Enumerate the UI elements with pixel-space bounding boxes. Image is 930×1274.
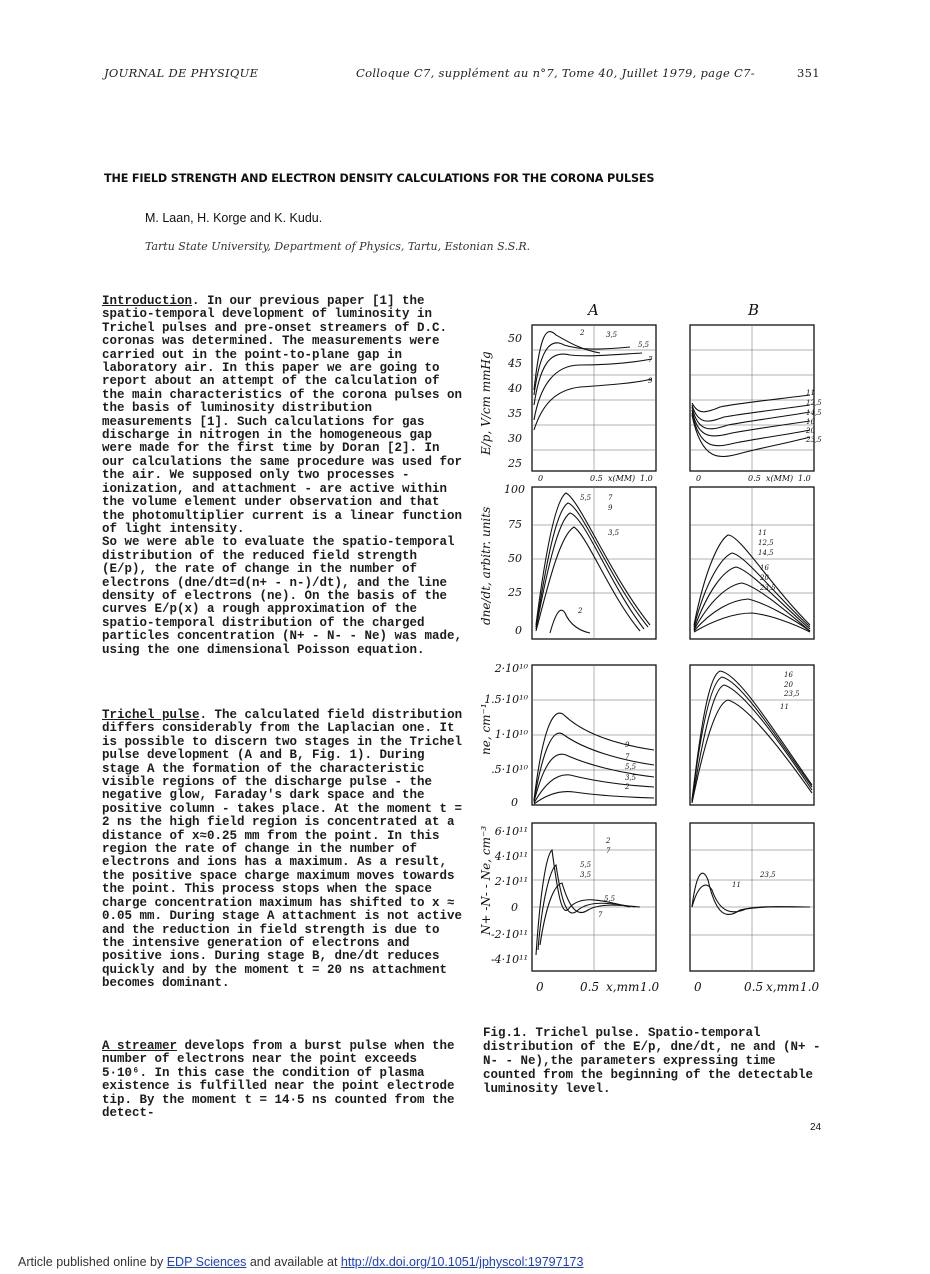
xtick-a-small-0: 0 bbox=[538, 474, 544, 483]
label-ne-a-2: 2 bbox=[625, 783, 630, 791]
affiliation: Tartu State University, Department of Physics, Tartu, Estonian S.S.R. bbox=[145, 240, 531, 253]
col-a-label: A bbox=[588, 301, 599, 319]
paper-title: THE FIELD STRENGTH AND ELECTRON DENSITY CALCULATIONS FOR THE CORONA PULSES bbox=[104, 172, 655, 185]
trichel-heading: Trichel pulse bbox=[102, 708, 200, 722]
ytick-dn-100: 100 bbox=[504, 483, 525, 496]
xtick-b-x: x,mm bbox=[766, 980, 800, 994]
xtick-a-small-x: x(MM) bbox=[608, 474, 636, 483]
xtick-b-small-05: 0.5 bbox=[748, 474, 761, 483]
page-number: 351 bbox=[797, 66, 820, 80]
ylabel-dn: dne/dt, arbitr. units bbox=[479, 506, 493, 625]
label-ne-a-3-5: 3,5 bbox=[625, 774, 637, 782]
footer-middle: and available at bbox=[246, 1255, 341, 1269]
label-ep-a-3-5: 3,5 bbox=[606, 331, 618, 339]
label-ep-b-14-5: 14,5 bbox=[806, 409, 822, 417]
label-dn-b-16: 16 bbox=[760, 564, 769, 572]
ytick-nn-0: 0 bbox=[511, 901, 518, 914]
xtick-b-10: 1.0 bbox=[800, 980, 820, 994]
label-nn-a-7-b: 7 bbox=[598, 911, 603, 919]
publication-footer bbox=[18, 1255, 583, 1269]
xtick-a-x: x,mm bbox=[606, 980, 640, 994]
ytick-dn-50: 50 bbox=[508, 552, 522, 565]
doi-link[interactable]: http://dx.doi.org/10.1051/jphyscol:19797173 bbox=[340, 1255, 584, 1269]
ytick-nn-2e11: 2·10¹¹ bbox=[494, 875, 528, 888]
curve-dn-a-2 bbox=[550, 610, 590, 633]
ytick-nn-4e11: 4·10¹¹ bbox=[494, 850, 528, 863]
curve-dn-a-7 bbox=[536, 503, 648, 627]
xtick-a-0: 0 bbox=[536, 980, 544, 994]
curve-ep-b-16 bbox=[692, 410, 810, 436]
label-dn-b-11: 11 bbox=[758, 529, 767, 537]
curve-ep-b-12-5 bbox=[692, 405, 810, 421]
ytick-ne-1e10: 1·10¹⁰ bbox=[494, 728, 528, 741]
label-dn-b-23-5: 23,5 bbox=[760, 584, 776, 592]
introduction-section bbox=[102, 295, 464, 657]
ytick-ep-30: 30 bbox=[508, 432, 522, 445]
trichel-section bbox=[102, 709, 464, 991]
xtick-a-10: 1.0 bbox=[640, 980, 660, 994]
ytick-dn-0: 0 bbox=[515, 624, 522, 637]
label-dn-a-9: 9 bbox=[608, 504, 613, 512]
xtick-b-05: 0.5 bbox=[744, 980, 764, 994]
footer-prefix: Article published online by bbox=[18, 1255, 167, 1269]
label-ne-a-9: 9 bbox=[625, 741, 630, 749]
ytick-nn-neg2e11: -2·10¹¹ bbox=[490, 928, 528, 941]
curve-ep-a-9 bbox=[534, 379, 652, 430]
ytick-ep-45: 45 bbox=[508, 357, 522, 370]
label-dn-b-20: 20 bbox=[760, 574, 769, 582]
curve-ep-a-7 bbox=[534, 359, 652, 420]
streamer-heading: A streamer bbox=[102, 1039, 178, 1053]
xtick-b-0: 0 bbox=[694, 980, 702, 994]
introduction-text-2: So we were able to evaluate the spatio-temporal distribution of the reduced field strength (E/p), the rate of change in the number of electrons (dne/dt=d(n+ - n-)/dt), and the line density of electrons (ne). On the basis of the curves E/p(x) a rough approximation of the spatio-temporal distribution of the charged particles concentration (N+ - N- - Ne) was made, using the one dimensional Poisson equation. bbox=[102, 535, 463, 657]
figure-1 bbox=[470, 295, 830, 1000]
label-ep-b-20: 20 bbox=[806, 427, 815, 435]
label-ne-b-11: 11 bbox=[780, 703, 789, 711]
xtick-a-small-05: 0.5 bbox=[590, 474, 603, 483]
label-ep-b-16: 16 bbox=[806, 418, 815, 426]
label-dn-a-5-5: 5,5 bbox=[580, 494, 592, 502]
xtick-b-small-x: x(MM) bbox=[766, 474, 794, 483]
ytick-ne-0-5e10: .5·10¹⁰ bbox=[491, 763, 528, 776]
ytick-ep-50: 50 bbox=[508, 332, 522, 345]
label-ne-a-7: 7 bbox=[625, 753, 630, 761]
streamer-text: develops from a burst pulse when the number of electrons near the point exceeds 5·10⁶. In this case the condition of plasma existence is fulfilled near the point electrode tip. By the moment t = 14·5 ns counted from the detect- bbox=[102, 1039, 455, 1121]
xtick-a-small-10: 1.0 bbox=[640, 474, 653, 483]
curve-ep-a-2 bbox=[534, 332, 600, 390]
ylabel-ne: ne, cm⁻¹ bbox=[479, 703, 493, 755]
label-nn-a-3-5: 3,5 bbox=[580, 871, 592, 879]
ytick-dn-25: 25 bbox=[508, 586, 522, 599]
label-ep-b-23-5: 23,5 bbox=[806, 436, 822, 444]
label-dn-b-12-5: 12,5 bbox=[758, 539, 774, 547]
ytick-ep-40: 40 bbox=[508, 382, 522, 395]
bottom-page-number: 24 bbox=[810, 1122, 822, 1133]
label-ep-a-5-5: 5,5 bbox=[638, 341, 650, 349]
label-dn-b-14-5: 14,5 bbox=[758, 549, 774, 557]
ytick-nn-6e11: 6·10¹¹ bbox=[494, 825, 528, 838]
label-nn-b-11: 11 bbox=[732, 881, 741, 889]
curve-nn-b-23-5 bbox=[692, 885, 810, 912]
figure-caption: Fig.1. Trichel pulse. Spatio-temporal distribution of the E/p, dne/dt, ne and (N+ - N- - Ne),the parameters expressing time counted from the beginning of the detectable luminosity level. bbox=[483, 1026, 821, 1096]
xtick-a-05: 0.5 bbox=[580, 980, 600, 994]
label-ne-b-20: 20 bbox=[784, 681, 793, 689]
introduction-heading: Introduction bbox=[102, 294, 193, 308]
label-ep-a-7: 7 bbox=[648, 356, 653, 364]
xtick-b-small-10: 1.0 bbox=[798, 474, 811, 483]
curve-nn-a-3 bbox=[540, 883, 640, 945]
label-nn-a-2: 2 bbox=[606, 837, 611, 845]
ylabel-nn: N+ -N- - Ne, cm⁻³ bbox=[479, 825, 493, 935]
label-ep-a-9: 9 bbox=[648, 377, 653, 385]
label-nn-a-5-5-b: 5,5 bbox=[604, 895, 616, 903]
ylabel-ep: E/p, V/cm mmHg bbox=[479, 351, 493, 455]
ytick-ne-1-5e10: 1.5·10¹⁰ bbox=[484, 693, 528, 706]
streamer-section bbox=[102, 1040, 464, 1120]
introduction-text: . In our previous paper [1] the spatio-temporal development of luminosity in Trichel pulses and pre-onset streamers of D.C. coronas was determined. The measurements were carried out in the point-to-plane gap in laboratory air. In this paper we are going to report about an attempt of the calculation of the main characteristics of the corona pulses on the basis of luminosity distribution measurements [1]. Such calculations for gas discharge in nitrogen in the homogeneous gap were made for the first time by Doran [2]. In our calculations the same procedure was used for the air. We supposed only two processes - ionization, and attachment - are active within the volume element under observation and that the photomultiplier current is a linear function of light intensity. bbox=[102, 294, 463, 536]
label-ep-a-2: 2 bbox=[580, 329, 585, 337]
label-nn-b-23-5: 23,5 bbox=[760, 871, 776, 879]
label-dn-a-2: 2 bbox=[578, 607, 583, 615]
col-b-label: B bbox=[748, 301, 760, 319]
ytick-dn-75: 75 bbox=[508, 518, 522, 531]
label-ne-a-5-5: 5,5 bbox=[625, 763, 637, 771]
label-nn-a-5-5: 5,5 bbox=[580, 861, 592, 869]
colloque-reference: Colloque C7, supplément au n°7, Tome 40, Juillet 1979, page C7- bbox=[356, 66, 755, 80]
ytick-ep-35: 35 bbox=[508, 407, 522, 420]
authors: M. Laan, H. Korge and K. Kudu. bbox=[145, 211, 323, 225]
label-ep-b-12-5: 12,5 bbox=[806, 399, 822, 407]
label-nn-a-7: 7 bbox=[606, 847, 611, 855]
edp-sciences-link[interactable]: EDP Sciences bbox=[166, 1255, 247, 1269]
trichel-text: . The calculated field distribution differs considerably from the Laplacian one. It is possible to discern two stages in the Trichel pulse development (A and B, Fig. 1). During stage A the formation of the characteristic visible regions of the discharge pulse - the negative glow, Faraday's dark space and the positive column - takes place. At the moment t = 2 ns the high field region is concentrated at a distance of x≈0.25 mm from the point. In this region the rate of change in the number of electrons and ions has a maximum. As a result, the positive space charge maximum moves towards the point. This process stops when the space charge concentration maximum has shifted to x ≈ 0.05 mm. During stage A attachment is not active and the reduction in field strength is due to the intensive generation of electrons and positive ions. During stage B, dne/dt reduces quickly and by the moment t = 20 ns attachment becomes dominant. bbox=[102, 708, 463, 991]
ytick-ep-25: 25 bbox=[508, 457, 522, 470]
journal-name: JOURNAL DE PHYSIQUE bbox=[104, 66, 259, 80]
label-ne-b-23-5: 23,5 bbox=[784, 690, 800, 698]
label-dn-a-3-5: 3,5 bbox=[608, 529, 620, 537]
ytick-ne-0: 0 bbox=[511, 796, 518, 809]
label-ne-b-16: 16 bbox=[784, 671, 793, 679]
label-dn-a-7: 7 bbox=[608, 494, 613, 502]
curve-ep-b-11 bbox=[692, 395, 810, 412]
ytick-ne-2e10: 2·10¹⁰ bbox=[494, 662, 528, 675]
ytick-nn-neg4e11: -4·10¹¹ bbox=[490, 953, 528, 966]
label-ep-b-11: 11 bbox=[806, 389, 815, 397]
xtick-b-small-0: 0 bbox=[696, 474, 702, 483]
